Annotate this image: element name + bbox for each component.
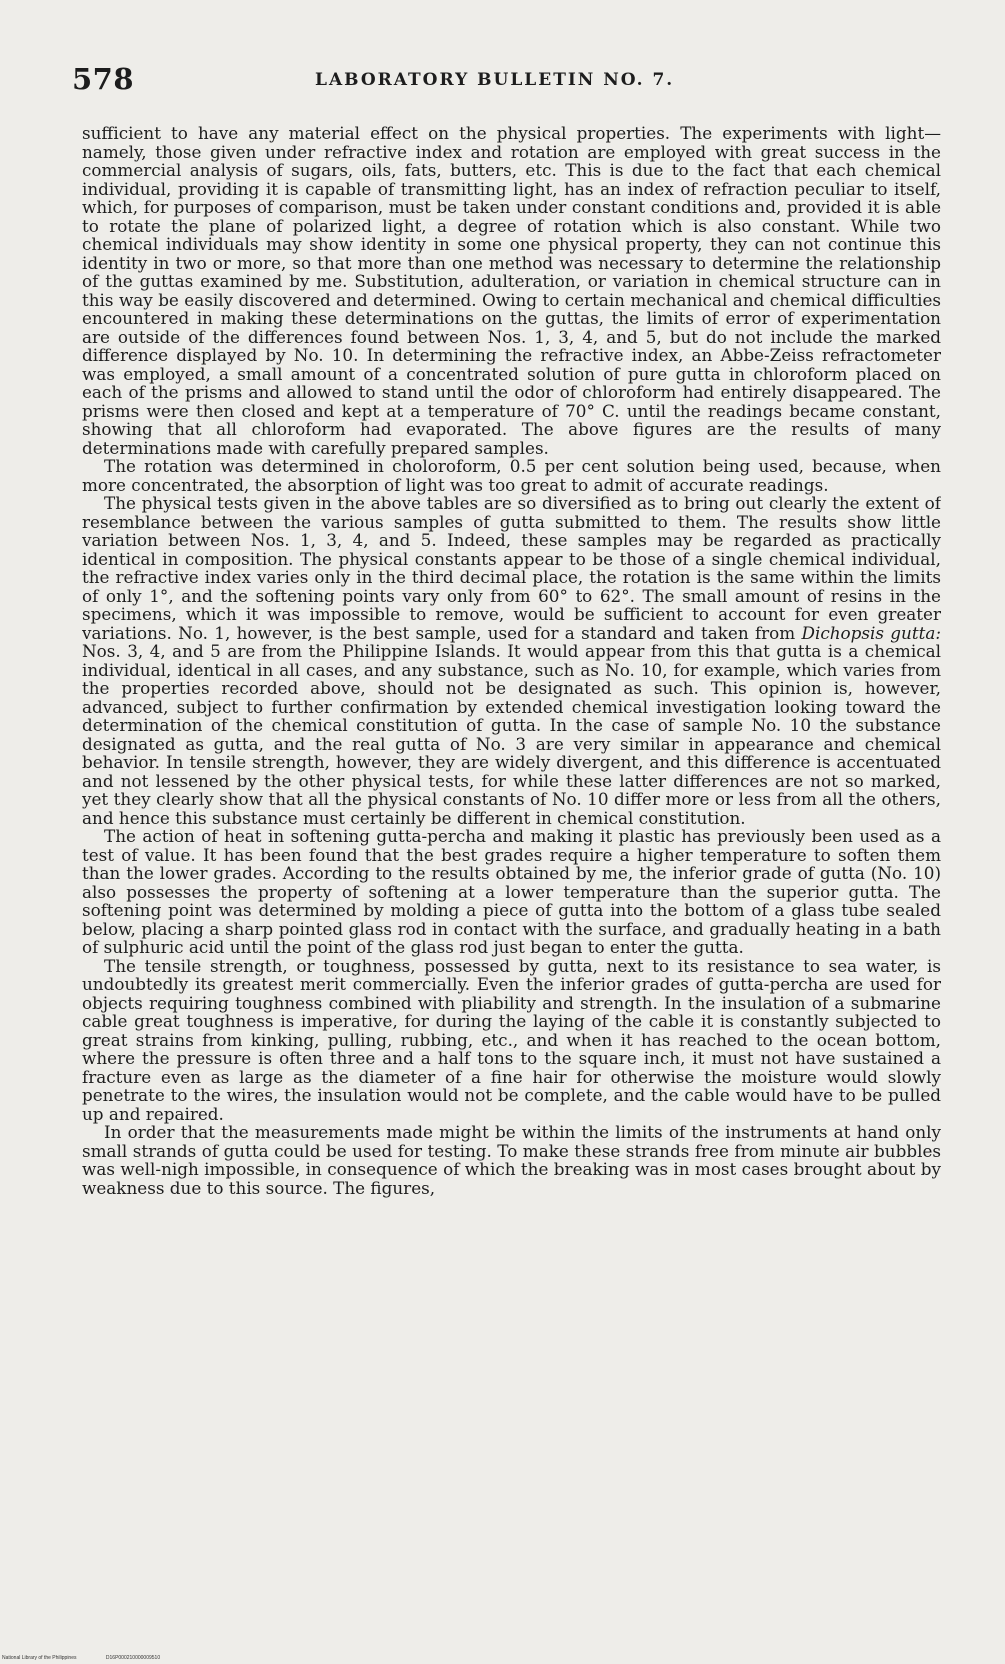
scan-identifier: D16P000210000009510	[105, 1655, 161, 1661]
library-name: National Library of the Philippines	[2, 1655, 77, 1661]
paragraph: The action of heat in softening gutta-percha and making it plastic has previously been used as a test of value. It has been found that the best grades require a higher temperature to soften them than the lower grades. According to the results obtained by me, the inferior grade of gutta (No. 10) also possesses the property of softening at a lower temperature than the superior gutta. The softening point was determined by molding a piece of gutta into the bottom of a glass tube sealed below, placing a sharp pointed glass rod in contact with the surface, and gradually heating in a bath of sulphuric acid until the point of the glass rod just began to enter the gutta.	[82, 826, 941, 957]
page-header	[72, 62, 932, 96]
page-number: 578	[72, 62, 135, 96]
paragraph: The rotation was determined in choloroform, 0.5 per cent solution being used, because, when more concentrated, the absorption of light was too great to admit of accurate readings.	[82, 456, 941, 495]
paragraph-text: The physical tests given in the above tables are so diversified as to bring out clearly the extent of resemblance between the various samples of gutta submitted to them. The results show little variation between Nos. 1, 3, 4, and 5. Indeed, these samples may be regarded as practically identical in composition. The physical constants appear to be those of a single chemical individual, the refractive index varies only in the third decimal place, the rotation is the same within the limits of only 1°, and the softening points vary only from 60° to 62°. The small amount of resins in the specimens, which it was impossible to remove, would be sufficient to account for even greater variations. No. 1, however, is the best sample, used for a standard and taken from	[82, 493, 941, 643]
paragraph-text: Nos. 3, 4, and 5 are from the Philippine Islands. It would appear from this that gutta is a chemical individual, identical in all cases, and any substance, such as No. 10, for example, which varies from the properties recorded above, should not be designated as such. This opinion is, however, advanced, subject to further confirmation by extended chemical investigation looking toward the determination of the chemical constitution of gutta. In the case of sample No. 10 the substance designated as gutta, and the real gutta of No. 3 are very similar in appearance and chemical behavior. In tensile strength, however, they are widely divergent, and this difference is accentuated and not lessened by the other physical tests, for while these latter differences are not so marked, yet they clearly show that all the physical constants of No. 10 differ more or less from all the others, and hence this substance must certainly be different in chemical constitution.	[82, 641, 941, 828]
species-name: Dichopsis gutta:	[801, 622, 941, 643]
paragraph: In order that the measurements made might be within the limits of the instruments at hand only small strands of gutta could be used for testing. To make these strands free from minute air bubbles was well-nigh impossible, in consequence of which the breaking was in most cases brought about by weakness due to this source. The figures,	[82, 1122, 941, 1198]
paragraph	[82, 494, 941, 827]
body-text	[82, 124, 941, 1610]
paragraph: sufficient to have any material effect on the physical properties. The experiments with light—namely, those given under refractive index and rotation are employed with great success in the commercial analysis of sugars, oils, fats, butters, etc. This is due to the fact that each chemical individual, providing it is capable of transmitting light, has an index of refraction peculiar to itself, which, for purposes of comparison, must be taken under constant conditions and, provided it is able to rotate the plane of polarized light, a degree of rotation which is also constant. While two chemical individuals may show identity in some one physical property, they can not continue this identity in two or more, so that more than one method was necessary to determine the relationship of the guttas examined by me. Substitution, adulteration, or variation in chemical structure can in this way be easily discovered and determined. Owing to certain mechanical and chemical difficulties encountered in making these determinations on the guttas, the limits of error of experimentation are outside of the differences found between Nos. 1, 3, 4, and 5, but do not include the marked difference displayed by No. 10. In determining the refractive index, an Abbe-Zeiss refractometer was employed, a small amount of a concentrated solution of pure gutta in chloroform placed on each of the prisms and allowed to stand until the odor of chloroform had entirely disappeared. The prisms were then closed and kept at a temperature of 70° C. until the readings became constant, showing that all chloroform had evaporated. The above figures are the results of many determinations made with carefully prepared samples.	[82, 124, 941, 458]
paragraph: The tensile strength, or toughness, possessed by gutta, next to its resistance to sea water, is undoubtedly its greatest merit commercially. Even the inferior grades of gutta-percha are used for objects requiring toughness combined with pliability and strength. In the insulation of a submarine cable great toughness is imperative, for during the laying of the cable it is constantly subjected to great strains from kinking, pulling, rubbing, etc., and when it has reached to the ocean bottom, where the pressure is often three and a half tons to the square inch, it must not have sustained a fracture even as large as the diameter of a fine hair for otherwise the moisture would slowly penetrate to the wires, the insulation would not be complete, and the cable would have to be pulled up and repaired.	[82, 955, 941, 1124]
scan-footer	[2, 1655, 160, 1661]
running-title: LABORATORY BULLETIN NO. 7.	[315, 70, 675, 90]
